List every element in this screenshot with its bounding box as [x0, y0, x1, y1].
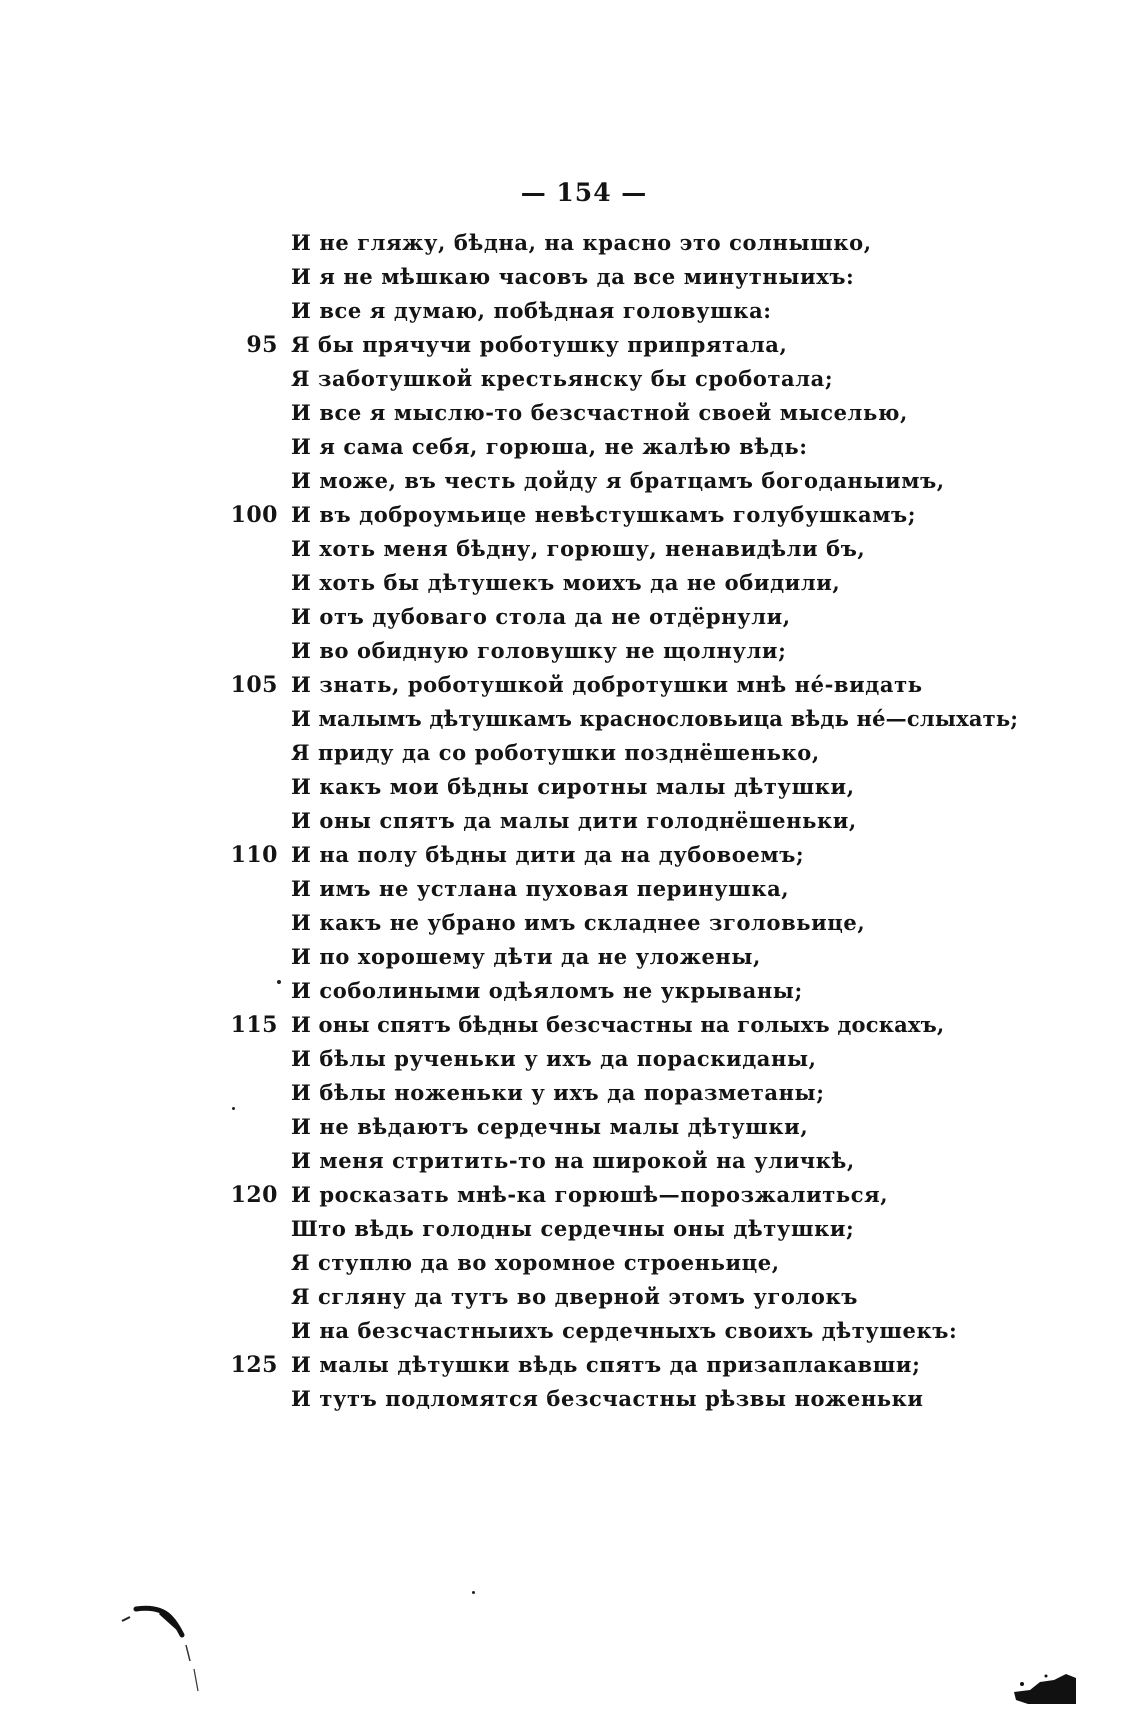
line-text: И малымъ дѣтушкамъ краснословьица вѣдь нé—слыхать;	[291, 706, 1019, 731]
line-text: И хоть бы дѣтушекъ моихъ да не обидили,	[291, 570, 841, 595]
verse-line	[0, 260, 1140, 294]
line-number: 110	[230, 842, 278, 868]
line-text: И оны спятъ да малы дити голоднёшеньки,	[291, 808, 857, 833]
line-text: Што вѣдь голодны сердечны оны дѣтушки;	[291, 1216, 855, 1241]
line-text: И отъ дубоваго стола да не отдёрнули,	[291, 604, 791, 629]
line-text: И на безсчастныихъ сердечныхъ своихъ дѣтушекъ:	[291, 1318, 958, 1343]
line-text: И меня стритить-то на широкой на уличкѣ,	[291, 1148, 855, 1173]
verse-line	[0, 872, 1140, 906]
line-text: И росказать мнѣ-ка горюшѣ—порозжалиться,	[291, 1182, 889, 1207]
verse-line	[0, 1144, 1140, 1178]
line-text: И оны спятъ бѣдны безсчастны на голыхъ доскахъ,	[291, 1012, 945, 1037]
verse-line	[0, 736, 1140, 770]
line-text: И малы дѣтушки вѣдь спятъ да призаплакавши;	[291, 1352, 921, 1377]
verse-list	[0, 226, 1140, 1416]
verse-line	[0, 1178, 1140, 1212]
line-text: И имъ не устлана пуховая перинушка,	[291, 876, 790, 901]
verse-line	[0, 906, 1140, 940]
verse-line	[0, 634, 1140, 668]
line-number: 105	[230, 672, 278, 698]
verse-line	[0, 294, 1140, 328]
verse-line	[0, 532, 1140, 566]
verse-line	[0, 974, 1140, 1008]
verse-line	[0, 668, 1140, 702]
line-text: Я приду да со роботушки позднёшенько,	[291, 740, 820, 765]
line-text: И хоть меня бѣдну, горюшу, ненавидѣли бъ,	[291, 536, 866, 561]
scan-blot-icon	[1010, 1670, 1080, 1705]
line-text: И соболиными одѣяломъ не укрываны;	[291, 978, 803, 1003]
line-text: И на полу бѣдны дити да на дубовоемъ;	[291, 842, 805, 867]
verse-line	[0, 1246, 1140, 1280]
line-number: 120	[230, 1182, 278, 1208]
line-number: 125	[230, 1352, 278, 1378]
line-text: И тутъ подломятся безсчастны рѣзвы ноженьки	[291, 1386, 924, 1411]
line-text: И все я мыслю-то безсчастной своей мыселью,	[291, 400, 908, 425]
verse-line	[0, 498, 1140, 532]
line-text: И по хорошему дѣти да не уложены,	[291, 944, 761, 969]
line-text: И може, въ честь дойду я братцамъ богоданыимъ,	[291, 468, 945, 493]
verse-line	[0, 566, 1140, 600]
verse-line	[0, 600, 1140, 634]
line-text: И какъ не убрано имъ складнее зголовьице,	[291, 910, 866, 935]
line-text: И бѣлы ноженьки у ихъ да поразметаны;	[291, 1080, 825, 1105]
verse-line	[0, 940, 1140, 974]
line-text: И бѣлы рученьки у ихъ да пораскиданы,	[291, 1046, 817, 1071]
verse-line	[0, 804, 1140, 838]
line-text: И я сама себя, горюша, не жалѣю вѣдь:	[291, 434, 808, 459]
verse-line	[0, 328, 1140, 362]
verse-line	[0, 362, 1140, 396]
line-text: И какъ мои бѣдны сиротны малы дѣтушки,	[291, 774, 855, 799]
line-text: Я заботушкой крестьянску бы сроботала;	[291, 366, 834, 391]
scan-mark-icon	[120, 1605, 210, 1695]
line-text: И во обидную головушку не щолнули;	[291, 638, 787, 663]
verse-line	[0, 464, 1140, 498]
verse-line	[0, 1314, 1140, 1348]
line-text: И не гляжу, бѣдна, на красно это солнышко,	[291, 230, 872, 255]
line-number: 95	[246, 332, 278, 358]
verse-line	[0, 226, 1140, 260]
verse-line	[0, 770, 1140, 804]
page-number: — 154 —	[520, 178, 648, 207]
line-text: Я сгляну да тутъ во дверной этомъ уголокъ	[291, 1284, 859, 1309]
verse-line	[0, 1110, 1140, 1144]
verse-line	[0, 838, 1140, 872]
verse-line	[0, 1382, 1140, 1416]
verse-line	[0, 1212, 1140, 1246]
verse-line	[0, 396, 1140, 430]
verse-line	[0, 1076, 1140, 1110]
verse-line	[0, 1348, 1140, 1382]
stray-dot	[232, 1107, 235, 1110]
verse-line	[0, 702, 1140, 736]
line-text: Я ступлю да во хоромное строеньице,	[291, 1250, 780, 1275]
verse-line	[0, 1042, 1140, 1076]
line-text: И не вѣдаютъ сердечны малы дѣтушки,	[291, 1114, 809, 1139]
line-text: И въ доброумьице невѣстушкамъ голубушкамъ;	[291, 502, 917, 527]
line-text: И я не мѣшкаю часовъ да все минутныихъ:	[291, 264, 855, 289]
line-text: И знать, роботушкой добротушки мнѣ нé-видать	[291, 672, 923, 697]
line-number: 115	[230, 1012, 278, 1038]
verse-line	[0, 430, 1140, 464]
stray-dot	[472, 1591, 475, 1594]
stray-dot	[277, 980, 281, 984]
verse-line	[0, 1008, 1140, 1042]
line-text: И все я думаю, побѣдная головушка:	[291, 298, 772, 323]
line-text: Я бы прячучи роботушку припрятала,	[291, 332, 788, 357]
line-number: 100	[230, 502, 278, 528]
verse-line	[0, 1280, 1140, 1314]
